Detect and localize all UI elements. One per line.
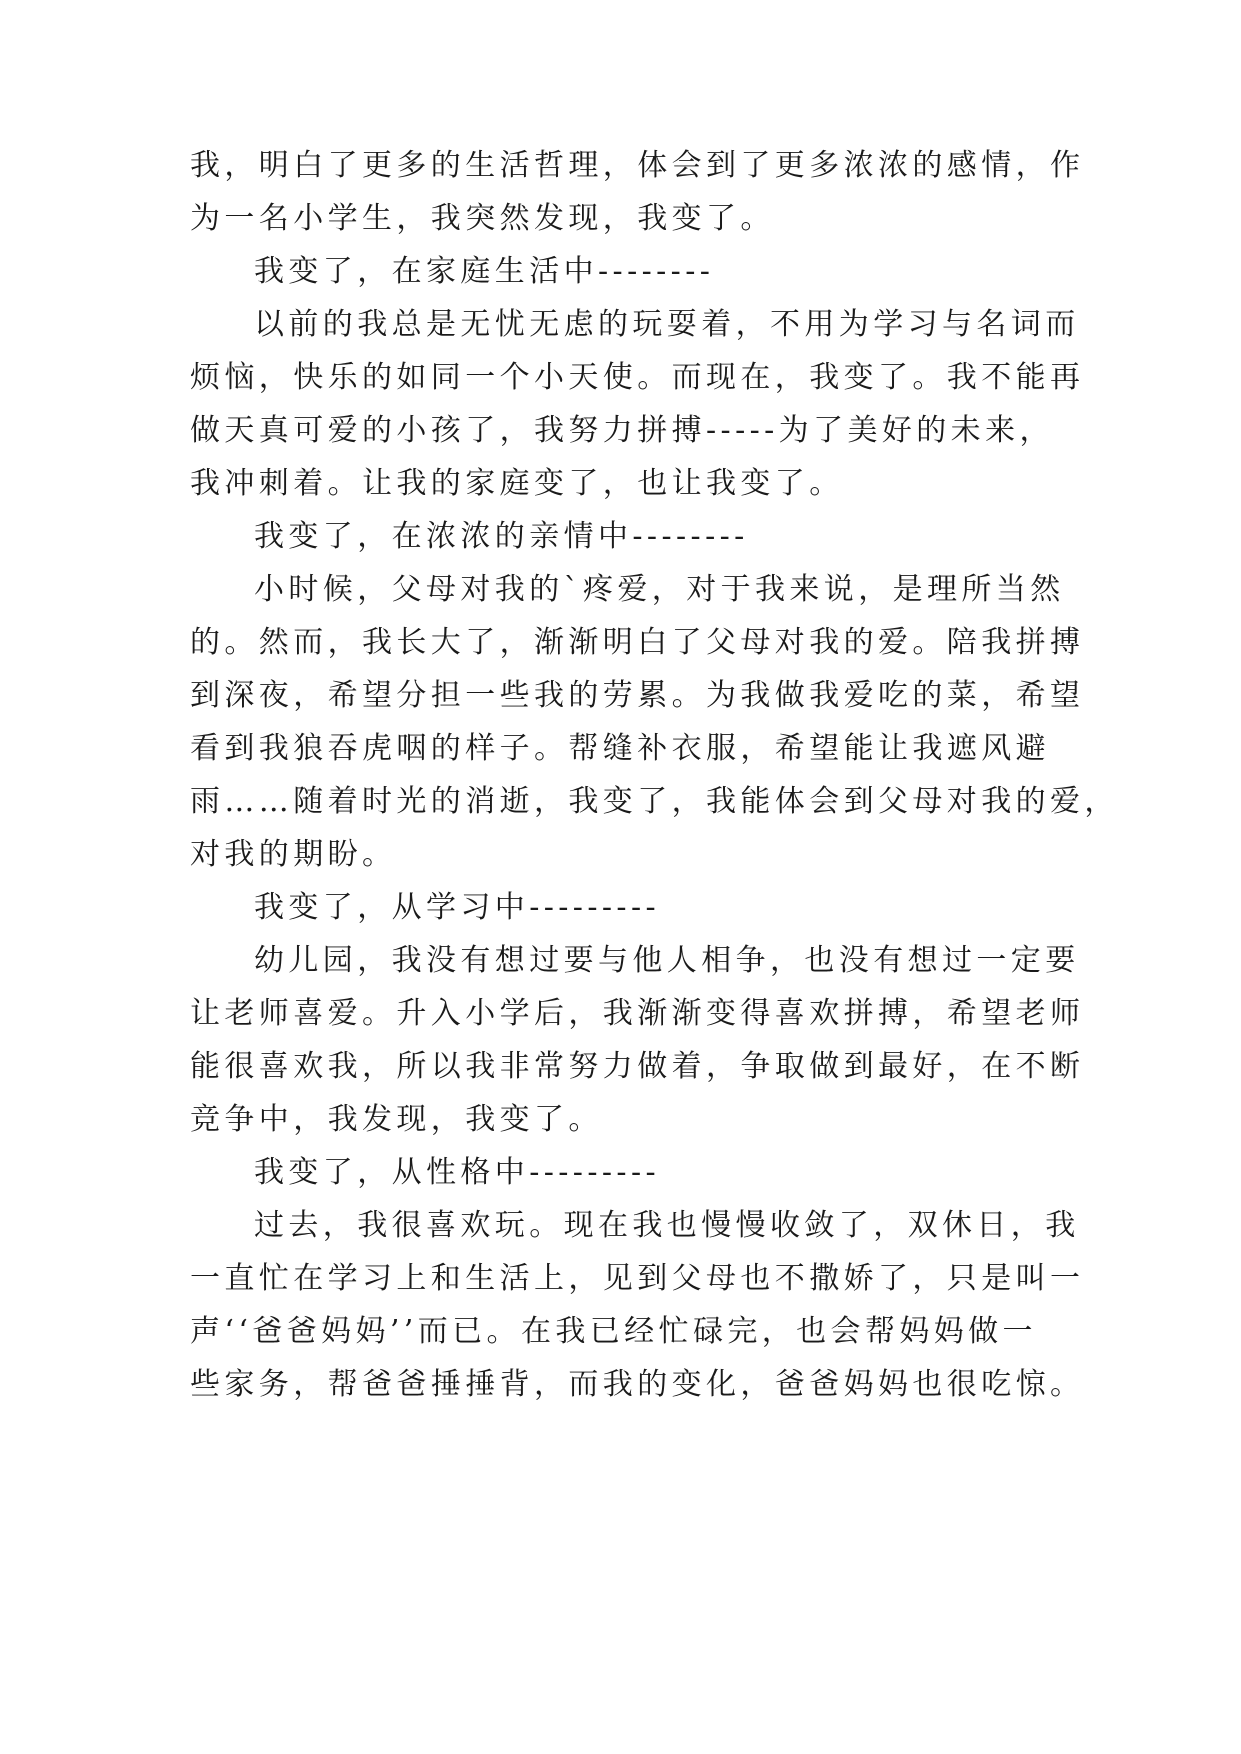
section-heading: 我变了，在家庭生活中-------- [254,254,715,289]
text-line: 让老师喜爱。升入小学后，我渐渐变得喜欢拼搏，希望老师 [190,996,1085,1031]
text-line: 为一名小学生，我突然发现，我变了。 [190,201,775,236]
text-line: 一直忙在学习上和生活上，见到父母也不撒娇了，只是叫一 [190,1261,1085,1296]
text-line: 小时候，父母对我的`疼爱，对于我来说，是理所当然 [254,572,1065,607]
section-heading: 我变了，在浓浓的亲情中-------- [254,519,749,554]
text-line: 烦恼，快乐的如同一个小天使。而现在，我变了。我不能再 [190,360,1085,395]
text-line: 幼儿园，我没有想过要与他人相争，也没有想过一定要 [254,943,1080,978]
text-line: 做天真可爱的小孩了，我努力拼搏-----为了美好的未来， [190,413,1054,448]
text-line: 能很喜欢我，所以我非常努力做着，争取做到最好，在不断 [190,1049,1085,1084]
text-line: 雨……随着时光的消逝，我变了，我能体会到父母对我的爱， [190,784,1119,819]
text-line: 我，明白了更多的生活哲理，体会到了更多浓浓的感情，作 [190,148,1085,183]
section-heading: 我变了，从性格中--------- [254,1155,661,1190]
text-line: 的。然而，我长大了，渐渐明白了父母对我的爱。陪我拼搏 [190,625,1085,660]
text-line: 声‘‘爸爸妈妈’’而已。在我已经忙碌完，也会帮妈妈做一 [190,1314,1037,1349]
text-line: 以前的我总是无忧无虑的玩耍着，不用为学习与名词而 [254,307,1080,342]
section-heading: 我变了，从学习中--------- [254,890,661,925]
text-line: 些家务，帮爸爸捶捶背，而我的变化，爸爸妈妈也很吃惊。 [190,1367,1085,1402]
text-line: 对我的期盼。 [190,837,397,872]
text-line: 看到我狼吞虎咽的样子。帮缝补衣服，希望能让我遮风避 [190,731,1050,766]
text-line: 竞争中，我发现，我变了。 [190,1102,603,1137]
text-line: 过去，我很喜欢玩。现在我也慢慢收敛了，双休日，我 [254,1208,1080,1243]
text-line: 到深夜，希望分担一些我的劳累。为我做我爱吃的菜，希望 [190,678,1085,713]
text-line: 我冲刺着。让我的家庭变了，也让我变了。 [190,466,844,501]
